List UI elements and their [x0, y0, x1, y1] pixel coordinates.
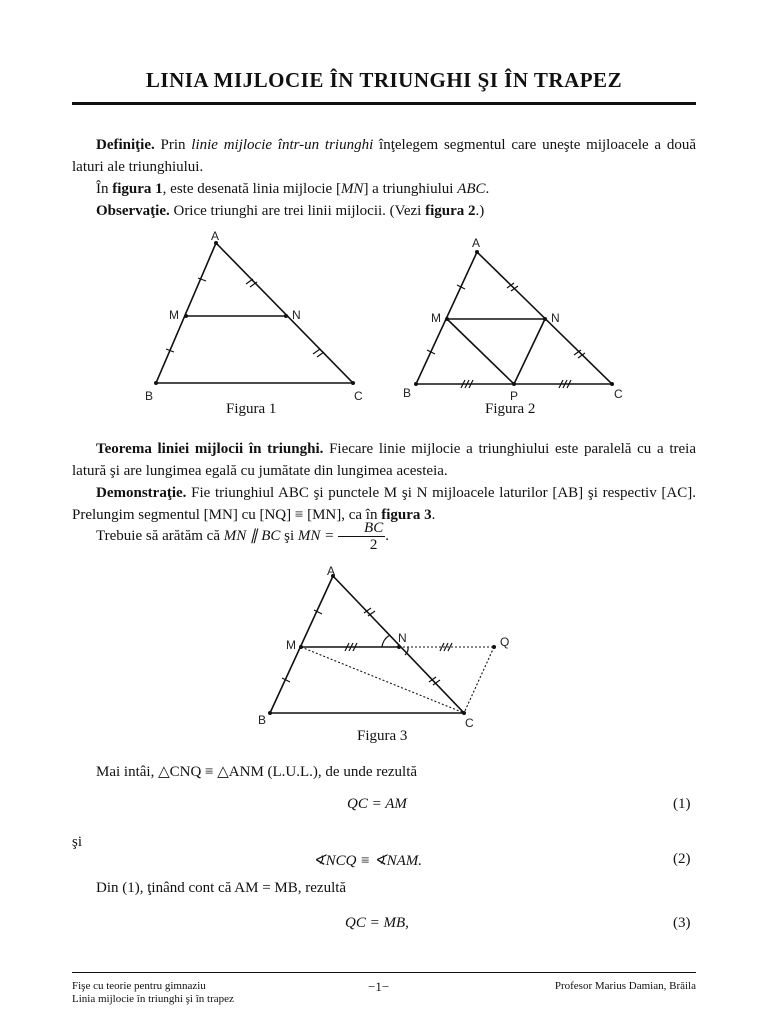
theorem-label: Teorema liniei mijlocii în triunghi. — [96, 441, 324, 457]
observation-end: .) — [475, 203, 485, 219]
equation-3-number: (3) — [673, 915, 691, 931]
fig3-triangle — [270, 576, 464, 713]
observation-paragraph — [72, 200, 696, 222]
figure1-caption: Figura 1 — [226, 401, 277, 417]
definition-text: înţelegem segmentul care uneşte mijloacele a două laturi ale triunghiului. — [72, 137, 696, 175]
footer-author: Profesor Marius Damian, Brăila — [554, 980, 696, 992]
fig2-ref: figura 2 — [425, 203, 476, 219]
need-lhs: MN = — [297, 527, 335, 544]
need-mid: şi — [280, 527, 298, 544]
fig2-midline-mp — [447, 319, 514, 384]
figure-2 — [400, 232, 640, 412]
theorem-paragraph — [72, 438, 696, 482]
fraction-bc-over-2 — [338, 520, 385, 553]
definition-label: Definiţie. — [96, 137, 155, 153]
figure2-caption: Figura 2 — [485, 401, 536, 417]
demonstration-label: Demonstraţie. — [96, 485, 187, 501]
fig2-label-b: B — [403, 386, 412, 400]
observation-text: Orice triunghi are trei linii mijlocii. (Vezi — [169, 203, 426, 219]
equation-2: ∢NCQ ≡ ∢NAM. — [313, 853, 423, 869]
fig1-mn: MN — [340, 181, 364, 197]
fig2-label-a: A — [472, 236, 481, 250]
fig1-sentence-end: . — [485, 181, 490, 197]
fig1-label-b: B — [145, 389, 154, 403]
definition-pre: Prin — [154, 137, 192, 153]
from-step-1: Din (1), ţinând cont că AM = MB, rezultă — [96, 880, 347, 896]
need-end: . — [385, 527, 389, 544]
definition-paragraph — [72, 134, 696, 178]
fig1-label-n: N — [292, 308, 301, 322]
fig1-sentence-pre: În — [96, 181, 113, 197]
need-relation: MN ∥ BC — [223, 527, 281, 544]
fig1-label-a: A — [211, 229, 220, 243]
fig2-label-m: M — [431, 311, 441, 325]
demonstration-end: . — [431, 507, 436, 523]
fig1-label-m: M — [169, 308, 179, 322]
fig3-ref: figura 3 — [381, 507, 432, 523]
fig2-label-n: N — [551, 311, 560, 325]
fig3-label-q: Q — [500, 635, 510, 649]
fig1-abc: ABC — [457, 181, 486, 197]
fig3-label-n: N — [398, 631, 407, 645]
fig1-sentence-mid: , este desenată linia mijlocie [ — [162, 181, 341, 197]
need-to-show — [72, 520, 696, 553]
fig3-label-b: B — [258, 713, 267, 727]
page-number: −1− — [368, 979, 390, 994]
fraction-num: BC — [338, 520, 385, 537]
need-pre: Trebuie să arătăm că — [96, 527, 224, 544]
observation-label: Observaţie. — [96, 203, 170, 219]
fig3-segment-qc — [464, 647, 494, 713]
fig3-label-a: A — [327, 564, 336, 578]
fig2-midline-np — [514, 319, 545, 384]
footer-left-line1: Fişe cu teorie pentru gimnaziu — [72, 980, 206, 992]
page-title: LINIA MIJLOCIE ÎN TRIUNGHI ŞI ÎN TRAPEZ — [145, 68, 623, 92]
fig2-label-c: C — [614, 387, 623, 401]
fig1-label-c: C — [354, 389, 363, 403]
definition-term: linie mijlocie într-un triunghi — [191, 137, 374, 153]
equation-1-number: (1) — [673, 796, 691, 812]
fig1-triangle — [156, 243, 353, 383]
demonstration-text: Fie triunghiul ABC şi punctele M şi N mijloacele laturilor [AB] şi respectiv [AC]. Prelungim segmentul [MN] cu [NQ] ≡ [MN], ca în — [72, 485, 696, 523]
fig3-label-c: C — [465, 716, 474, 730]
fraction-den: 2 — [369, 537, 378, 553]
equation-2-number: (2) — [673, 851, 691, 867]
conjunction-si: şi — [72, 834, 83, 850]
equation-1: QC = AM — [347, 796, 407, 812]
fig1-sentence-mid2: ] a triunghiului — [363, 181, 458, 197]
theorem-text: Fiecare linie mijlocie a triunghiului este paralelă cu a treia latură şi are lungimea egală cu jumătate din lungimea acesteia. — [72, 441, 696, 479]
equation-3: QC = MB, — [345, 915, 409, 931]
title-rule — [72, 102, 696, 105]
fig2-label-p: P — [510, 389, 519, 403]
figure-3 — [250, 563, 530, 733]
footer-rule — [72, 972, 696, 973]
first-step: Mai intâi, △CNQ ≡ △ANM (L.U.L.), de unde rezultă — [96, 764, 418, 780]
fig3-label-m: M — [286, 638, 296, 652]
footer-left-line2: Linia mijlocie în triunghi şi în trapez — [72, 993, 234, 1005]
figure3-caption: Figura 3 — [357, 728, 408, 744]
fig1-ref: figura 1 — [112, 181, 163, 197]
figure1-sentence — [72, 178, 696, 200]
figure-1 — [140, 228, 380, 408]
